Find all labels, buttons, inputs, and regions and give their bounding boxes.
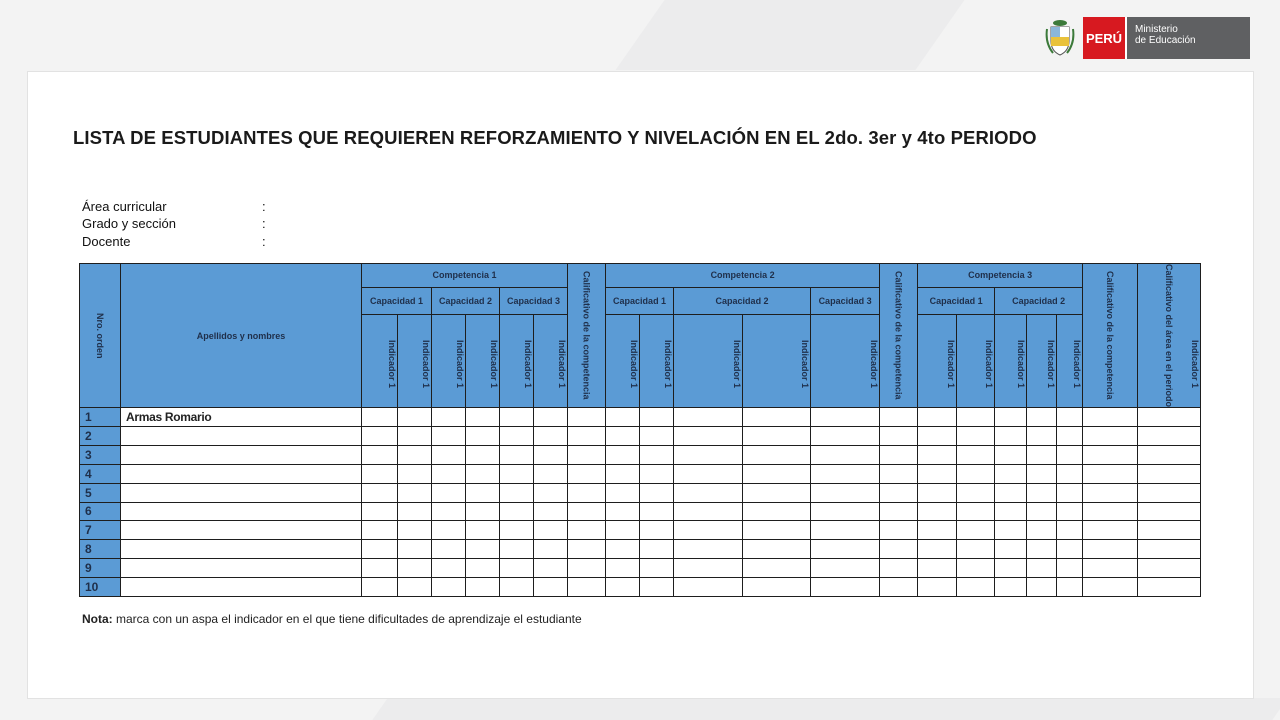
grade-cell[interactable] (534, 445, 568, 464)
grade-cell[interactable] (568, 578, 606, 597)
grade-cell[interactable] (1083, 502, 1138, 521)
grade-cell[interactable] (995, 464, 1027, 483)
grade-cell[interactable] (743, 426, 811, 445)
grade-cell[interactable] (918, 445, 957, 464)
header-indicador-16: Indicador 1 (1057, 314, 1083, 407)
grade-cell[interactable] (606, 578, 640, 597)
grade-cell[interactable] (362, 559, 398, 578)
header-indicador-12: Indicador 1 (918, 314, 957, 407)
table-row (80, 578, 1201, 597)
grade-cell[interactable] (674, 426, 743, 445)
grade-cell[interactable] (918, 483, 957, 502)
students-table (79, 263, 1201, 597)
grade-cell[interactable] (1083, 464, 1138, 483)
header-indicador-15: Indicador 1 (1027, 314, 1057, 407)
grade-cell[interactable] (466, 408, 500, 427)
grade-cell[interactable] (640, 483, 674, 502)
table-row (80, 408, 1201, 427)
grade-cell[interactable] (1057, 521, 1083, 540)
grade-cell[interactable] (398, 445, 432, 464)
header-indicador-14: Indicador 1 (995, 314, 1027, 407)
grade-cell[interactable] (811, 408, 880, 427)
header-calificativo-competencia-1: Calificativo de la competencia (568, 264, 606, 408)
grade-cell[interactable] (1083, 426, 1138, 445)
header-calificativo-area: Calificativo del área en el periodo (1138, 264, 1201, 408)
meta-label-docente: Docente (82, 234, 131, 249)
grade-cell[interactable] (1027, 578, 1057, 597)
grade-cell[interactable] (1138, 483, 1201, 502)
student-name-cell[interactable] (121, 483, 362, 502)
grade-cell[interactable] (957, 502, 995, 521)
header-row-1 (80, 264, 1201, 288)
grade-cell[interactable] (398, 578, 432, 597)
grade-cell[interactable] (957, 483, 995, 502)
grade-cell[interactable] (957, 445, 995, 464)
grade-cell[interactable] (1138, 578, 1201, 597)
grade-cell[interactable] (995, 483, 1027, 502)
grade-cell[interactable] (640, 464, 674, 483)
grade-cell[interactable] (957, 426, 995, 445)
ministry-line-1: Ministerio (1135, 24, 1178, 35)
grade-cell[interactable] (995, 540, 1027, 559)
grade-cell[interactable] (995, 559, 1027, 578)
grade-cell[interactable] (362, 445, 398, 464)
grade-cell[interactable] (606, 426, 640, 445)
header-c3-capacidad-2: Capacidad 2 (995, 287, 1083, 314)
grade-cell[interactable] (1027, 445, 1057, 464)
row-number: 9 (80, 559, 121, 578)
grade-cell[interactable] (432, 445, 466, 464)
grade-cell[interactable] (432, 464, 466, 483)
coat-of-arms-icon (1045, 19, 1075, 57)
grade-cell[interactable] (1057, 559, 1083, 578)
header-indicador-7: Indicador 1 (606, 314, 640, 407)
grade-cell[interactable] (534, 559, 568, 578)
grade-cell[interactable] (880, 408, 918, 427)
grade-cell[interactable] (880, 578, 918, 597)
grade-cell[interactable] (466, 521, 500, 540)
grade-cell[interactable] (534, 483, 568, 502)
grade-cell[interactable] (1138, 408, 1201, 427)
grade-cell[interactable] (918, 559, 957, 578)
grade-cell[interactable] (918, 578, 957, 597)
grade-cell[interactable] (606, 521, 640, 540)
student-name-cell[interactable] (121, 426, 362, 445)
meta-sep: : (262, 216, 266, 231)
grade-cell[interactable] (606, 483, 640, 502)
grade-cell[interactable] (466, 483, 500, 502)
grade-cell[interactable] (640, 408, 674, 427)
grade-cell[interactable] (743, 540, 811, 559)
grade-cell[interactable] (466, 502, 500, 521)
grade-cell[interactable] (1057, 483, 1083, 502)
grade-cell[interactable] (995, 578, 1027, 597)
grade-cell[interactable] (1057, 540, 1083, 559)
grade-cell[interactable] (534, 408, 568, 427)
page-title: LISTA DE ESTUDIANTES QUE REQUIEREN REFORZAMIENTO Y NIVELACIÓN EN EL 2do. 3er y 4to PERIODO (73, 127, 1037, 148)
meta-grado (82, 216, 266, 231)
grade-cell[interactable] (1057, 445, 1083, 464)
grade-cell[interactable] (957, 464, 995, 483)
meta-label-area: Área curricular (82, 199, 167, 214)
grade-cell[interactable] (1027, 483, 1057, 502)
grade-cell[interactable] (1027, 540, 1057, 559)
grade-cell[interactable] (432, 502, 466, 521)
ministry-name (1125, 17, 1250, 59)
grade-cell[interactable] (568, 521, 606, 540)
header-row-3: Indicador 1 Indicador 1 Indicador 1 Indicador 1 Indicador 1 Indicador 1 Indicador 1 Indicador 1 Indicador 1 Indicador 1 Indicador 1 Indicador 1 Indicador 1 Indicador 1 Indicador 1 Indicador 1 Indicador 1 (80, 314, 1201, 407)
grade-cell[interactable] (674, 559, 743, 578)
row-number: 6 (80, 502, 121, 521)
table-row (80, 540, 1201, 559)
grade-cell[interactable] (1057, 502, 1083, 521)
grade-cell[interactable] (466, 464, 500, 483)
header-indicador-5: Indicador 1 (500, 314, 534, 407)
grade-cell[interactable] (674, 502, 743, 521)
grade-cell[interactable] (606, 502, 640, 521)
grade-cell[interactable] (640, 540, 674, 559)
grade-cell[interactable] (1057, 426, 1083, 445)
grade-cell[interactable] (1083, 445, 1138, 464)
grade-cell[interactable] (811, 426, 880, 445)
grade-cell[interactable] (743, 521, 811, 540)
grade-cell[interactable] (362, 578, 398, 597)
grade-cell[interactable] (606, 408, 640, 427)
table-row (80, 464, 1201, 483)
grade-cell[interactable] (1138, 559, 1201, 578)
grade-cell[interactable] (743, 408, 811, 427)
grade-cell[interactable] (466, 559, 500, 578)
grade-cell[interactable] (1083, 483, 1138, 502)
grade-cell[interactable] (432, 408, 466, 427)
grade-cell[interactable] (918, 502, 957, 521)
header-indicador-13: Indicador 1 (957, 314, 995, 407)
grade-cell[interactable] (606, 559, 640, 578)
grade-cell[interactable] (534, 426, 568, 445)
grade-cell[interactable] (1138, 540, 1201, 559)
grade-cell[interactable] (568, 559, 606, 578)
grade-cell[interactable] (1138, 502, 1201, 521)
grade-cell[interactable] (1027, 426, 1057, 445)
grade-cell[interactable] (362, 408, 398, 427)
grade-cell[interactable] (466, 578, 500, 597)
grade-cell[interactable] (534, 521, 568, 540)
grade-cell[interactable] (1027, 502, 1057, 521)
grade-cell[interactable] (957, 578, 995, 597)
row-number: 2 (80, 426, 121, 445)
grade-cell[interactable] (743, 464, 811, 483)
grade-cell[interactable] (500, 540, 534, 559)
grade-cell[interactable] (466, 445, 500, 464)
grade-cell[interactable] (743, 502, 811, 521)
table-row (80, 483, 1201, 502)
grade-cell[interactable] (500, 559, 534, 578)
header-indicador-6: Indicador 1 (534, 314, 568, 407)
grade-cell[interactable] (606, 540, 640, 559)
header-nro-orden: Nro. orden (80, 264, 121, 408)
background-shape-top (615, 0, 964, 70)
grade-cell[interactable] (1138, 426, 1201, 445)
grade-cell[interactable] (500, 426, 534, 445)
header-competencia-1: Competencia 1 (362, 264, 568, 288)
grade-cell[interactable] (466, 540, 500, 559)
header-indicador-3: Indicador 1 (432, 314, 466, 407)
student-name-cell[interactable] (121, 521, 362, 540)
grade-cell[interactable] (957, 521, 995, 540)
student-name-cell[interactable] (121, 445, 362, 464)
grade-cell[interactable] (432, 540, 466, 559)
grade-cell[interactable] (500, 408, 534, 427)
header-c1-capacidad-3: Capacidad 3 (500, 287, 568, 314)
grade-cell[interactable] (432, 521, 466, 540)
grade-cell[interactable] (398, 464, 432, 483)
grade-cell[interactable] (674, 464, 743, 483)
grade-cell[interactable] (362, 521, 398, 540)
grade-cell[interactable] (811, 502, 880, 521)
header-calificativo-competencia-3: Calificativo de la competencia (1083, 264, 1138, 408)
grade-cell[interactable] (957, 540, 995, 559)
grade-cell[interactable] (880, 464, 918, 483)
peru-badge: PERÚ (1083, 17, 1125, 59)
grade-cell[interactable] (398, 483, 432, 502)
grade-cell[interactable] (640, 521, 674, 540)
header-indicador-2: Indicador 1 (398, 314, 432, 407)
grade-cell[interactable] (362, 540, 398, 559)
grade-cell[interactable] (674, 483, 743, 502)
header-competencia-3: Competencia 3 (918, 264, 1083, 288)
grade-cell[interactable] (398, 540, 432, 559)
grade-cell[interactable] (1083, 578, 1138, 597)
row-number: 10 (80, 578, 121, 597)
header-c1-capacidad-1: Capacidad 1 (362, 287, 432, 314)
table-row (80, 521, 1201, 540)
grade-cell[interactable] (606, 464, 640, 483)
header-indicador-10: Indicador 1 (743, 314, 811, 407)
header-calificativo-competencia-2: Calificativo de la competencia (880, 264, 918, 408)
grade-cell[interactable] (1138, 445, 1201, 464)
header-indicador-1: Indicador 1 (362, 314, 398, 407)
grade-cell[interactable] (500, 483, 534, 502)
grade-cell[interactable] (640, 502, 674, 521)
student-name-cell[interactable] (121, 578, 362, 597)
grade-cell[interactable] (398, 408, 432, 427)
grade-cell[interactable] (640, 578, 674, 597)
grade-cell[interactable] (880, 426, 918, 445)
meta-docente (82, 234, 266, 249)
grade-cell[interactable] (811, 559, 880, 578)
header-c1-capacidad-2: Capacidad 2 (432, 287, 500, 314)
table-row (80, 445, 1201, 464)
grade-cell[interactable] (880, 483, 918, 502)
grade-cell[interactable] (500, 578, 534, 597)
grade-cell[interactable] (362, 502, 398, 521)
grade-cell[interactable] (568, 445, 606, 464)
meta-sep: : (262, 234, 266, 249)
header-c3-capacidad-1: Capacidad 1 (918, 287, 995, 314)
grade-cell[interactable] (743, 578, 811, 597)
grade-cell[interactable] (568, 426, 606, 445)
grade-cell[interactable] (500, 521, 534, 540)
ministry-logo (1045, 17, 1250, 59)
grade-cell[interactable] (568, 408, 606, 427)
grade-cell[interactable] (918, 426, 957, 445)
grade-cell[interactable] (918, 408, 957, 427)
grade-cell[interactable] (568, 502, 606, 521)
grade-cell[interactable] (500, 502, 534, 521)
student-name-cell[interactable]: Armas Romario (121, 408, 362, 427)
grade-cell[interactable] (606, 445, 640, 464)
header-apellidos-nombres: Apellidos y nombres (121, 264, 362, 408)
row-number: 5 (80, 483, 121, 502)
grade-cell[interactable] (674, 521, 743, 540)
header-c2-capacidad-2: Capacidad 2 (674, 287, 811, 314)
table-row (80, 502, 1201, 521)
background-shape-bottom (372, 698, 1280, 720)
grade-cell[interactable] (1138, 521, 1201, 540)
grade-cell[interactable] (1083, 408, 1138, 427)
grade-cell[interactable] (1138, 464, 1201, 483)
student-name-cell[interactable] (121, 502, 362, 521)
grade-cell[interactable] (918, 521, 957, 540)
grade-cell[interactable] (362, 483, 398, 502)
grade-cell[interactable] (674, 578, 743, 597)
row-number: 8 (80, 540, 121, 559)
grade-cell[interactable] (534, 502, 568, 521)
header-indicador-4: Indicador 1 (466, 314, 500, 407)
grade-cell[interactable] (880, 445, 918, 464)
ministry-line-2: de Educación (1135, 35, 1196, 46)
grade-cell[interactable] (918, 540, 957, 559)
meta-sep: : (262, 199, 266, 214)
student-name-cell[interactable] (121, 559, 362, 578)
grade-cell[interactable] (811, 464, 880, 483)
grade-cell[interactable] (1027, 521, 1057, 540)
grade-cell[interactable] (500, 445, 534, 464)
header-c2-capacidad-3: Capacidad 3 (811, 287, 880, 314)
grade-cell[interactable] (811, 483, 880, 502)
grade-cell[interactable] (1057, 578, 1083, 597)
grade-cell[interactable] (995, 445, 1027, 464)
student-name-cell[interactable] (121, 464, 362, 483)
grade-cell[interactable] (466, 426, 500, 445)
grade-cell[interactable] (398, 521, 432, 540)
grade-cell[interactable] (811, 578, 880, 597)
header-indicador-9: Indicador 1 (674, 314, 743, 407)
grade-cell[interactable] (398, 559, 432, 578)
grade-cell[interactable] (432, 483, 466, 502)
grade-cell[interactable] (534, 464, 568, 483)
row-number: 3 (80, 445, 121, 464)
grade-cell[interactable] (500, 464, 534, 483)
grade-cell[interactable] (534, 540, 568, 559)
grade-cell[interactable] (995, 426, 1027, 445)
meta-area (82, 199, 266, 214)
footnote (82, 612, 582, 626)
grade-cell[interactable] (811, 445, 880, 464)
grade-cell[interactable] (1027, 408, 1057, 427)
row-number: 7 (80, 521, 121, 540)
grade-cell[interactable] (811, 540, 880, 559)
grade-cell[interactable] (568, 540, 606, 559)
grade-cell[interactable] (995, 408, 1027, 427)
grade-cell[interactable] (1027, 464, 1057, 483)
grade-cell[interactable] (432, 559, 466, 578)
grade-cell[interactable] (743, 445, 811, 464)
grade-cell[interactable] (1057, 464, 1083, 483)
grade-cell[interactable] (880, 540, 918, 559)
grade-cell[interactable] (743, 483, 811, 502)
grade-cell[interactable] (1083, 540, 1138, 559)
grade-cell[interactable] (1027, 559, 1057, 578)
grade-cell[interactable] (640, 559, 674, 578)
grade-cell[interactable] (398, 502, 432, 521)
table-row (80, 559, 1201, 578)
grade-cell[interactable] (674, 408, 743, 427)
grade-cell[interactable] (880, 559, 918, 578)
footnote-label: Nota: (82, 612, 113, 626)
grade-cell[interactable] (957, 408, 995, 427)
grade-cell[interactable] (880, 521, 918, 540)
grade-cell[interactable] (674, 540, 743, 559)
grade-cell[interactable] (640, 445, 674, 464)
grade-cell[interactable] (995, 502, 1027, 521)
student-name-cell[interactable] (121, 540, 362, 559)
grade-cell[interactable] (957, 559, 995, 578)
grade-cell[interactable] (432, 578, 466, 597)
row-number: 4 (80, 464, 121, 483)
meta-label-grado: Grado y sección (82, 216, 176, 231)
grade-cell[interactable] (811, 521, 880, 540)
grade-cell[interactable] (674, 445, 743, 464)
grade-cell[interactable] (362, 464, 398, 483)
header-competencia-2: Competencia 2 (606, 264, 880, 288)
grade-cell[interactable] (640, 426, 674, 445)
grade-cell[interactable] (918, 464, 957, 483)
table-row (80, 426, 1201, 445)
header-c2-capacidad-1: Capacidad 1 (606, 287, 674, 314)
grade-cell[interactable] (568, 464, 606, 483)
grade-cell[interactable] (743, 559, 811, 578)
grade-cell[interactable] (432, 426, 466, 445)
grade-cell[interactable] (1083, 521, 1138, 540)
header-indicador-8: Indicador 1 (640, 314, 674, 407)
grade-cell[interactable] (880, 502, 918, 521)
row-number: 1 (80, 408, 121, 427)
grade-cell[interactable] (568, 483, 606, 502)
grade-cell[interactable] (1057, 408, 1083, 427)
grade-cell[interactable] (534, 578, 568, 597)
grade-cell[interactable] (398, 426, 432, 445)
grade-cell[interactable] (1083, 559, 1138, 578)
grade-cell[interactable] (362, 426, 398, 445)
footnote-text: marca con un aspa el indicador en el que tiene dificultades de aprendizaje el estudiante (112, 612, 582, 626)
grade-cell[interactable] (995, 521, 1027, 540)
header-indicador-11: Indicador 1 (811, 314, 880, 407)
